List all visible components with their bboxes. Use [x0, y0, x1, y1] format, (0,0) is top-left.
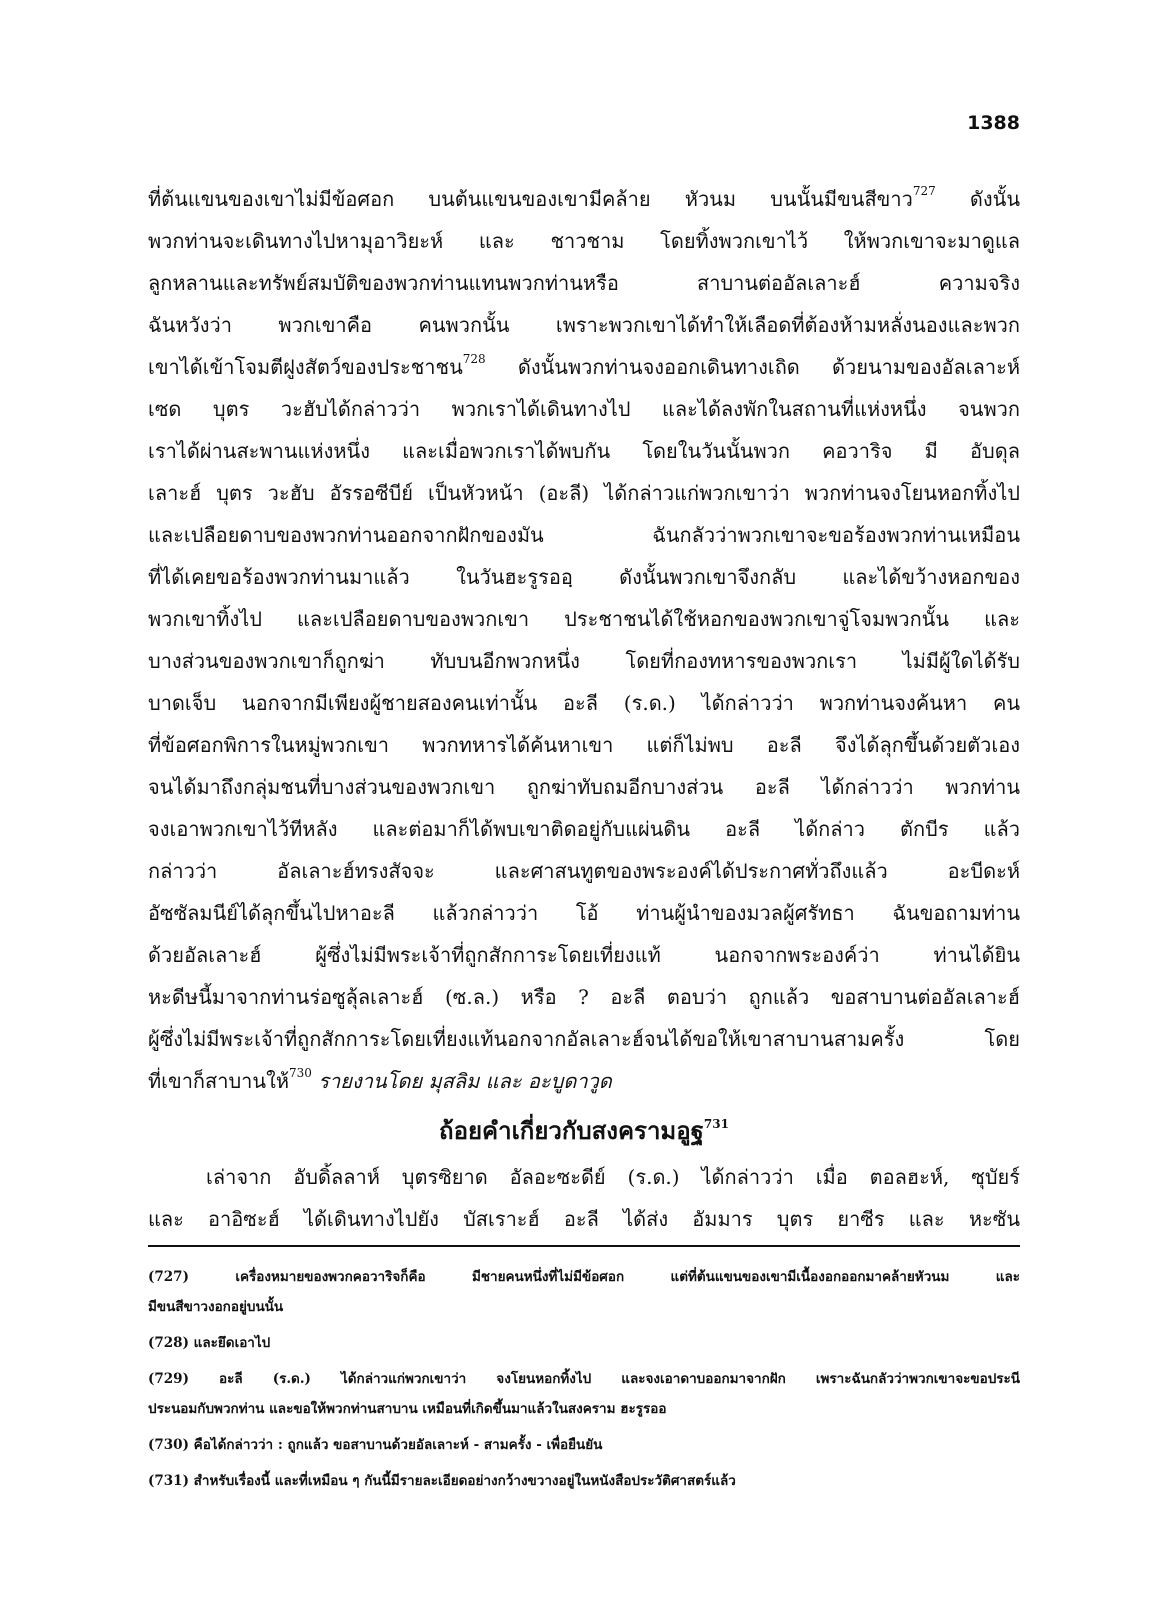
footnotes: [148, 1262, 1020, 1496]
page-number: 1388: [967, 112, 1020, 134]
text-line: กล่าวว่า อัลเลาะฮ์ทรงสัจจะ และศาสนทูตของพระองค์ได้ประกาศทั่วถึงแล้ว อะบีดะห์: [148, 859, 1020, 883]
footnote-ref-727[interactable]: 727: [912, 184, 936, 199]
text-line: บางส่วนของพวกเขาก็ถูกฆ่า ทับบนอีกพวกหนึ่ง โดยที่กองทหารของพวกเรา ไม่มีผู้ใดได้รับ: [148, 649, 1020, 673]
footnote-ref-731[interactable]: 731: [703, 1117, 729, 1132]
text-line: ที่ได้เคยขอร้องพวกท่านมาแล้ว ในวันฮะรูรออฺ ดังนั้นพวกเขาจึงกลับ และได้ขว้างหอกของ: [148, 565, 1020, 589]
text-line: พวกเขาทิ้งไป และเปลือยดาบของพวกเขา ประชาชนได้ใช้หอกของพวกเขาจู่โจมพวกนั้น และ: [148, 607, 1020, 631]
text-line: อัซซัลมนีย์ได้ลุกขึ้นไปหาอะลี แล้วกล่าวว่า โอ้ ท่านผู้นำของมวลผู้ศรัทธา ฉันขอถามท่าน: [148, 901, 1020, 925]
section-body: [148, 1156, 1020, 1240]
text-line: ผู้ซึ่งไม่มีพระเจ้าที่ถูกสักการะโดยเที่ยงแท้นอกจากอัลเลาะฮ์จนได้ขอให้เขาสาบานสามครั้ง โดย: [148, 1027, 1020, 1051]
text-line: บาดเจ็บ นอกจากมีเพียงผู้ชายสองคนเท่านั้น อะลี (ร.ด.) ได้กล่าวว่า พวกท่านจงค้นหา คน: [148, 691, 1020, 715]
text-line: เขาได้เข้าโจมตีฝูงสัตว์ของประชาชน$^{728}$ ดังนั้นพวกท่านจงออกเดินทางเถิด ด้วยนามของอัลเลาะห์: [148, 352, 1020, 379]
text-line: เลาะฮ์ บุตร วะฮับ อัรรอซีบีย์ เป็นหัวหน้า (อะลี) ได้กล่าวแก่พวกเขาว่า พวกท่านจงโยนหอกทิ้งไป: [148, 481, 1020, 505]
text-line: จงเอาพวกเขาไว้ทีหลัง และต่อมาก็ได้พบเขาติดอยู่กับแผ่นดิน อะลี ได้กล่าว ตักบีร แล้ว: [148, 817, 1020, 841]
footnote-727-cont: มีขนสีขาวงอกอยู่บนนั้น: [148, 1299, 284, 1315]
footnote-731: (731) สำหรับเรื่องนี้ และที่เหมือน ๆ กันนี้มีรายละเอียดอย่างกว้างขวางอยู่ในหนังสือประวัติศาสตร์แล้ว: [148, 1473, 736, 1489]
text-line: พวกท่านจะเดินทางไปหามุอาวิยะห์ และ ชาวชาม โดยทิ้งพวกเขาไว้ ให้พวกเขาจะมาดูแล: [148, 229, 1020, 253]
text-line: ที่ข้อศอกพิการในหมู่พวกเขา พวกทหารได้ค้นหาเขา แต่ก็ไม่พบ อะลี จึงได้ลุกขึ้นด้วยตัวเอง: [148, 733, 1020, 757]
footnote-728: (728) และยึดเอาไป: [148, 1335, 271, 1351]
footnote-ref-728[interactable]: 728: [462, 352, 486, 367]
section-heading: ถ้อยคำเกี่ยวกับสงครามอูฐ$^{731}$: [439, 1116, 729, 1145]
text-line: และ อาอิซะฮ์ ได้เดินทางไปยัง บัสเราะฮ์ อะลี ได้ส่ง อัมมาร บุตร ยาซีร และ หะซัน: [148, 1207, 1020, 1231]
text-line: ที่ต้นแขนของเขาไม่มีข้อศอก บนต้นแขนของเขามีคล้าย หัวนม บนนั้นมีขนสีขาว$^{727}$ ดังนั้น: [148, 184, 1020, 211]
footnote-727: (727) เครื่องหมายของพวกคอวาริจก็คือ มีชายคนหนึ่งที่ไม่มีข้อศอก แต่ที่ต้นแขนของเขามีเนื้องอกออกมาคล้ายหัวนม และ: [148, 1269, 1020, 1285]
text-line: เล่าจาก อับดิ้ลลาห์ บุตรซิยาด อัลอะซะดีย์ (ร.ด.) ได้กล่าวว่า เมื่อ ตอลฮะห์, ซุบัยร์: [206, 1165, 1020, 1189]
text-line: และเปลือยดาบของพวกท่านออกจากฝักของมัน ฉันกลัวว่าพวกเขาจะขอร้องพวกท่านเหมือน: [148, 523, 1020, 547]
footnote-ref-730[interactable]: 730: [289, 1066, 312, 1081]
text-line: เราได้ผ่านสะพานแห่งหนึ่ง และเมื่อพวกเราได้พบกัน โดยในวันนั้นพวก คอวาริจ มี อับดุล: [148, 439, 1020, 463]
footnote-divider: [148, 1245, 1020, 1247]
text-line: จนได้มาถึงกลุ่มชนที่บางส่วนของพวกเขา ถูกฆ่าทับถมอีกบางส่วน อะลี ได้กล่าวว่า พวกท่าน: [148, 775, 1020, 799]
footnote-730: (730) คือได้กล่าวว่า : ถูกแล้ว ขอสาบานด้วยอัลเลาะห์ - สามครั้ง - เพื่อยืนยัน: [148, 1437, 603, 1453]
footnote-729-cont: ประนอมกับพวกท่าน และขอให้พวกท่านสาบาน เหมือนที่เกิดขึ้นมาแล้วในสงคราม ฮะรูรออ: [148, 1401, 667, 1417]
body-text: [148, 178, 1020, 1102]
text-line: ด้วยอัลเลาะฮ์ ผู้ซึ่งไม่มีพระเจ้าที่ถูกสักการะโดยเที่ยงแท้ นอกจากพระองค์ว่า ท่านได้ยิน: [148, 943, 1020, 967]
text-line: เซด บุตร วะฮับได้กล่าวว่า พวกเราได้เดินทางไป และได้ลงพักในสถานที่แห่งหนึ่ง จนพวก: [148, 397, 1020, 421]
footnote-729: (729) อะลี (ร.ด.) ได้กล่าวแก่พวกเขาว่า จงโยนหอกทิ้งไป และจงเอาดาบออกมาจากฝัก เพราะฉันกลัวว่าพวกเขาจะขอประนี: [148, 1371, 1020, 1387]
text-line: ฉันหวังว่า พวกเขาคือ คนพวกนั้น เพราะพวกเขาได้ทำให้เลือดที่ต้องห้ามหลั่งนองและพวก: [148, 313, 1020, 337]
text-line: ลูกหลานและทรัพย์สมบัติของพวกท่านแทนพวกท่านหรือ สาบานต่ออัลเลาะฮ์ ความจริง: [148, 271, 1020, 295]
text-line: ที่เขาก็สาบานให้$^{730}$ รายงานโดย มุสลิม และ อะบูดาวูด: [148, 1066, 612, 1093]
text-line: หะดีษนี้มาจากท่านร่อซูลุ้ลเลาะฮ์ (ซ.ล.) หรือ ? อะลี ตอบว่า ถูกแล้ว ขอสาบานต่ออัลเลาะฮ์: [148, 985, 1020, 1009]
